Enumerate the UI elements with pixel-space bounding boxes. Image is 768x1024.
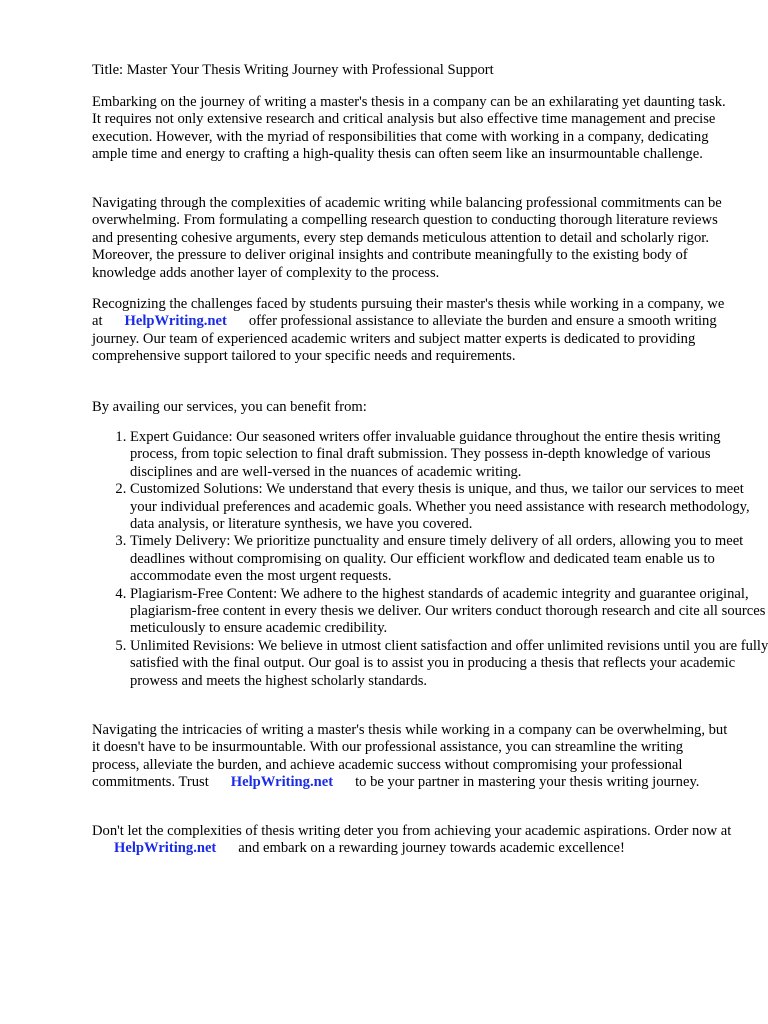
offer-paragraph <box>92 296 732 366</box>
list-item: 5. Unlimited Revisions: We believe in utmost client satisfaction and offer unlimited revisions until you are fully satisfied with the final output. Our goal is to assist you in producing a thesis that reflects your academic prowess and meets the highest scholarly standards. <box>130 638 768 690</box>
list-item: 2. Customized Solutions: We understand that every thesis is unique, and thus, we tailor our services to meet your individual preferences and academic goals. Whether you need assistance with research methodology, data analysis, or literature synthesis, we have you covered. <box>130 481 768 533</box>
benefits-intro: By availing our services, you can benefit from: <box>92 399 367 415</box>
list-item: 3. Timely Delivery: We prioritize punctuality and ensure timely delivery of all orders, allowing you to meet deadlines without compromising on quality. Our efficient workflow and dedicated team enable us to accommodate even the most urgent requests. <box>130 533 768 585</box>
list-item: 1. Expert Guidance: Our seasoned writers offer invaluable guidance throughout the entire thesis writing process, from topic selection to final draft submission. They possess in-depth knowledge of various disciplines and are well-versed in the nuances of academic writing. <box>130 429 768 481</box>
offer-text-after: offer professional assistance to alleviate the burden and ensure a smooth writing journey. Our team of experienced academic writers and subject matter experts is dedicated to providing comprehensive support tailored to your specific needs and requirements. <box>92 313 717 365</box>
document-title: Title: Master Your Thesis Writing Journey with Professional Support <box>92 62 494 78</box>
intro-paragraph: Embarking on the journey of writing a master's thesis in a company can be an exhilarating yet daunting task. It requires not only extensive research and critical analysis but also effective time management and precise execution. However, with the myriad of responsibilities that come with working in a company, dedicating ample time and energy to crafting a high-quality thesis can often seem like an insurmountable challenge. <box>92 94 726 163</box>
helpwriting-link[interactable]: HelpWriting.net <box>230 774 334 791</box>
cta-text-after: and embark on a rewarding journey towards academic excellence! <box>238 840 625 857</box>
helpwriting-link[interactable]: HelpWriting.net <box>124 313 227 330</box>
benefits-list <box>92 429 768 690</box>
summary-paragraph <box>92 722 732 792</box>
list-item: 4. Plagiarism-Free Content: We adhere to the highest standards of academic integrity and guarantee original, plagiarism-free content in every thesis we deliver. Our writers conduct thorough research and cite all sources meticulously to ensure academic credibility. <box>130 586 768 638</box>
call-to-action-paragraph <box>92 823 732 858</box>
summary-text-before: Navigating the intricacies of writing a master's thesis while working in a company can be overwhelming, but it doesn't have to be insurmountable. With our professional assistance, you can streamline the writing process, alleviate the burden, and achieve academic success without compromising your professional commitments. Trust <box>92 722 728 791</box>
cta-text-before: Don't let the complexities of thesis writing deter you from achieving your academic aspirations. Order now at <box>92 823 732 839</box>
helpwriting-link[interactable]: HelpWriting.net <box>114 840 217 857</box>
summary-text-after: to be your partner in mastering your thesis writing journey. <box>355 774 700 791</box>
offer-text-before: Recognizing the challenges faced by students pursuing their master's thesis while working in a company, we at <box>92 296 725 330</box>
challenges-paragraph: Navigating through the complexities of academic writing while balancing professional commitments can be overwhelming. From formulating a compelling research question to conducting thorough literature reviews and presenting cohesive arguments, every step demands meticulous attention to detail and scholarly rigor. Moreover, the pressure to deliver original insights and contribute meaningfully to the existing body of knowledge adds another layer of complexity to the process. <box>92 195 722 281</box>
